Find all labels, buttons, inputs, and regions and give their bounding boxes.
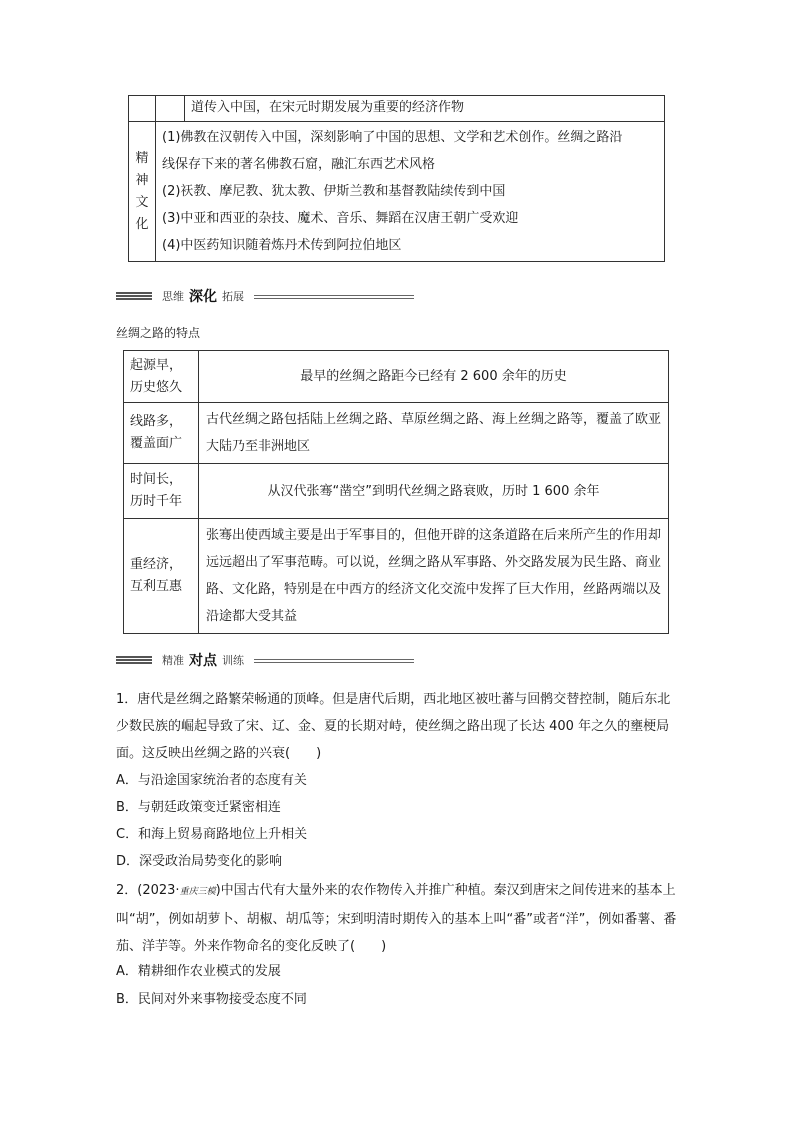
row-key: 起源早， 历史悠久 xyxy=(124,351,199,403)
spirit-item-3: (3)中亚和西亚的杂技、魔术、音乐、舞蹈在汉唐王朝广受欢迎 xyxy=(162,211,519,226)
row-key: 时间长， 历时千年 xyxy=(124,464,199,519)
category-char: 精 xyxy=(135,150,149,166)
question-2-source: 重庆三模 xyxy=(179,887,216,897)
section-header-practice xyxy=(116,652,414,668)
category-char: 神 xyxy=(135,172,149,188)
blank-cell xyxy=(129,96,156,122)
category-spiritual-culture xyxy=(129,122,156,262)
section-header-deepen xyxy=(116,288,414,304)
table-row xyxy=(124,403,669,464)
section-prefix: 精准 xyxy=(162,654,184,667)
question-1-option-b[interactable]: B．与朝廷政策变迁紧密相连 xyxy=(116,800,281,815)
blank-cell xyxy=(156,96,185,122)
question-1-option-a[interactable]: A．与沿途国家统治者的态度有关 xyxy=(116,773,307,788)
table-row xyxy=(124,519,669,634)
table-row xyxy=(124,464,669,519)
question-1-option-d[interactable]: D．深受政治局势变化的影响 xyxy=(116,854,283,869)
top-table xyxy=(128,95,665,262)
question-2-option-b[interactable]: B．民间对外来事物接受态度不同 xyxy=(116,992,307,1007)
spirit-item-1b: 线保存下来的著名佛教石窟，融汇东西艺术风格 xyxy=(162,157,436,172)
question-2-stem: 2．(2023·重庆三模)中国古代有大量外来的农作物传入并推广种植。秦汉到唐宋之间传进来的基本上叫“胡”，例如胡萝卜、胡椒、胡瓜等；宋到明清时期传入的基本上叫“番”或者“洋”，例如番薯、番茄、洋芋等。外来作物命名的变化反映了( ) xyxy=(116,883,677,954)
section-prefix: 思维 xyxy=(162,290,184,303)
row-key: 重经济， 互利互惠 xyxy=(124,519,199,634)
header-rule xyxy=(254,656,414,665)
spirit-item-1a: (1)佛教在汉朝传入中国，深刻影响了中国的思想、文学和艺术创作。丝绸之路沿 xyxy=(162,130,623,145)
section-suffix: 训练 xyxy=(222,654,244,667)
characteristics-table xyxy=(123,350,669,634)
section-suffix: 拓展 xyxy=(222,290,244,303)
table-caption: 丝绸之路的特点 xyxy=(116,326,201,340)
spirit-items-cell xyxy=(156,122,665,262)
row-value: 从汉代张骞“凿空”到明代丝绸之路衰败，历时 1 600 余年 xyxy=(199,464,669,519)
category-char: 文 xyxy=(135,194,149,210)
section-main: 深化 xyxy=(189,289,217,305)
spirit-item-2: (2)祆教、摩尼教、犹太教、伊斯兰教和基督教陆续传到中国 xyxy=(162,184,506,199)
row-value: 古代丝绸之路包括陆上丝绸之路、草原丝绸之路、海上丝绸之路等，覆盖了欧亚大陆乃至非洲地区 xyxy=(199,403,669,464)
header-bars-icon xyxy=(116,656,152,665)
question-1-option-c[interactable]: C．和海上贸易商路地位上升相关 xyxy=(116,827,308,842)
table-row xyxy=(124,351,669,403)
row-key: 线路多， 覆盖面广 xyxy=(124,403,199,464)
category-char: 化 xyxy=(135,216,149,232)
header-rule xyxy=(254,292,414,301)
question-2-option-a[interactable]: A．精耕细作农业模式的发展 xyxy=(116,964,281,979)
section-main: 对点 xyxy=(189,653,217,669)
question-1-stem: 1．唐代是丝绸之路繁荣畅通的顶峰。但是唐代后期，西北地区被吐蕃与回鹘交替控制，随后东北少数民族的崛起导致了宋、辽、金、夏的长期对峙，使丝绸之路出现了长达 400 年之久的壅梗局面。这反映出丝绸之路的兴衰( ) xyxy=(116,692,671,761)
spirit-item-4: (4)中医药知识随着炼丹术传到阿拉伯地区 xyxy=(162,238,402,253)
row-value: 最早的丝绸之路距今已经有 2 600 余年的历史 xyxy=(199,351,669,403)
row-value: 张骞出使西域主要是出于军事目的，但他开辟的这条道路在后来所产生的作用却远远超出了军事范畴。可以说，丝绸之路从军事路、外交路发展为民生路、商业路、文化路，特别是在中西方的经济文化交流中发挥了巨大作用，丝路两端以及沿途都大受其益 xyxy=(199,519,669,634)
crops-continuation-text: 道传入中国，在宋元时期发展为重要的经济作物 xyxy=(185,96,665,122)
header-bars-icon xyxy=(116,292,152,301)
